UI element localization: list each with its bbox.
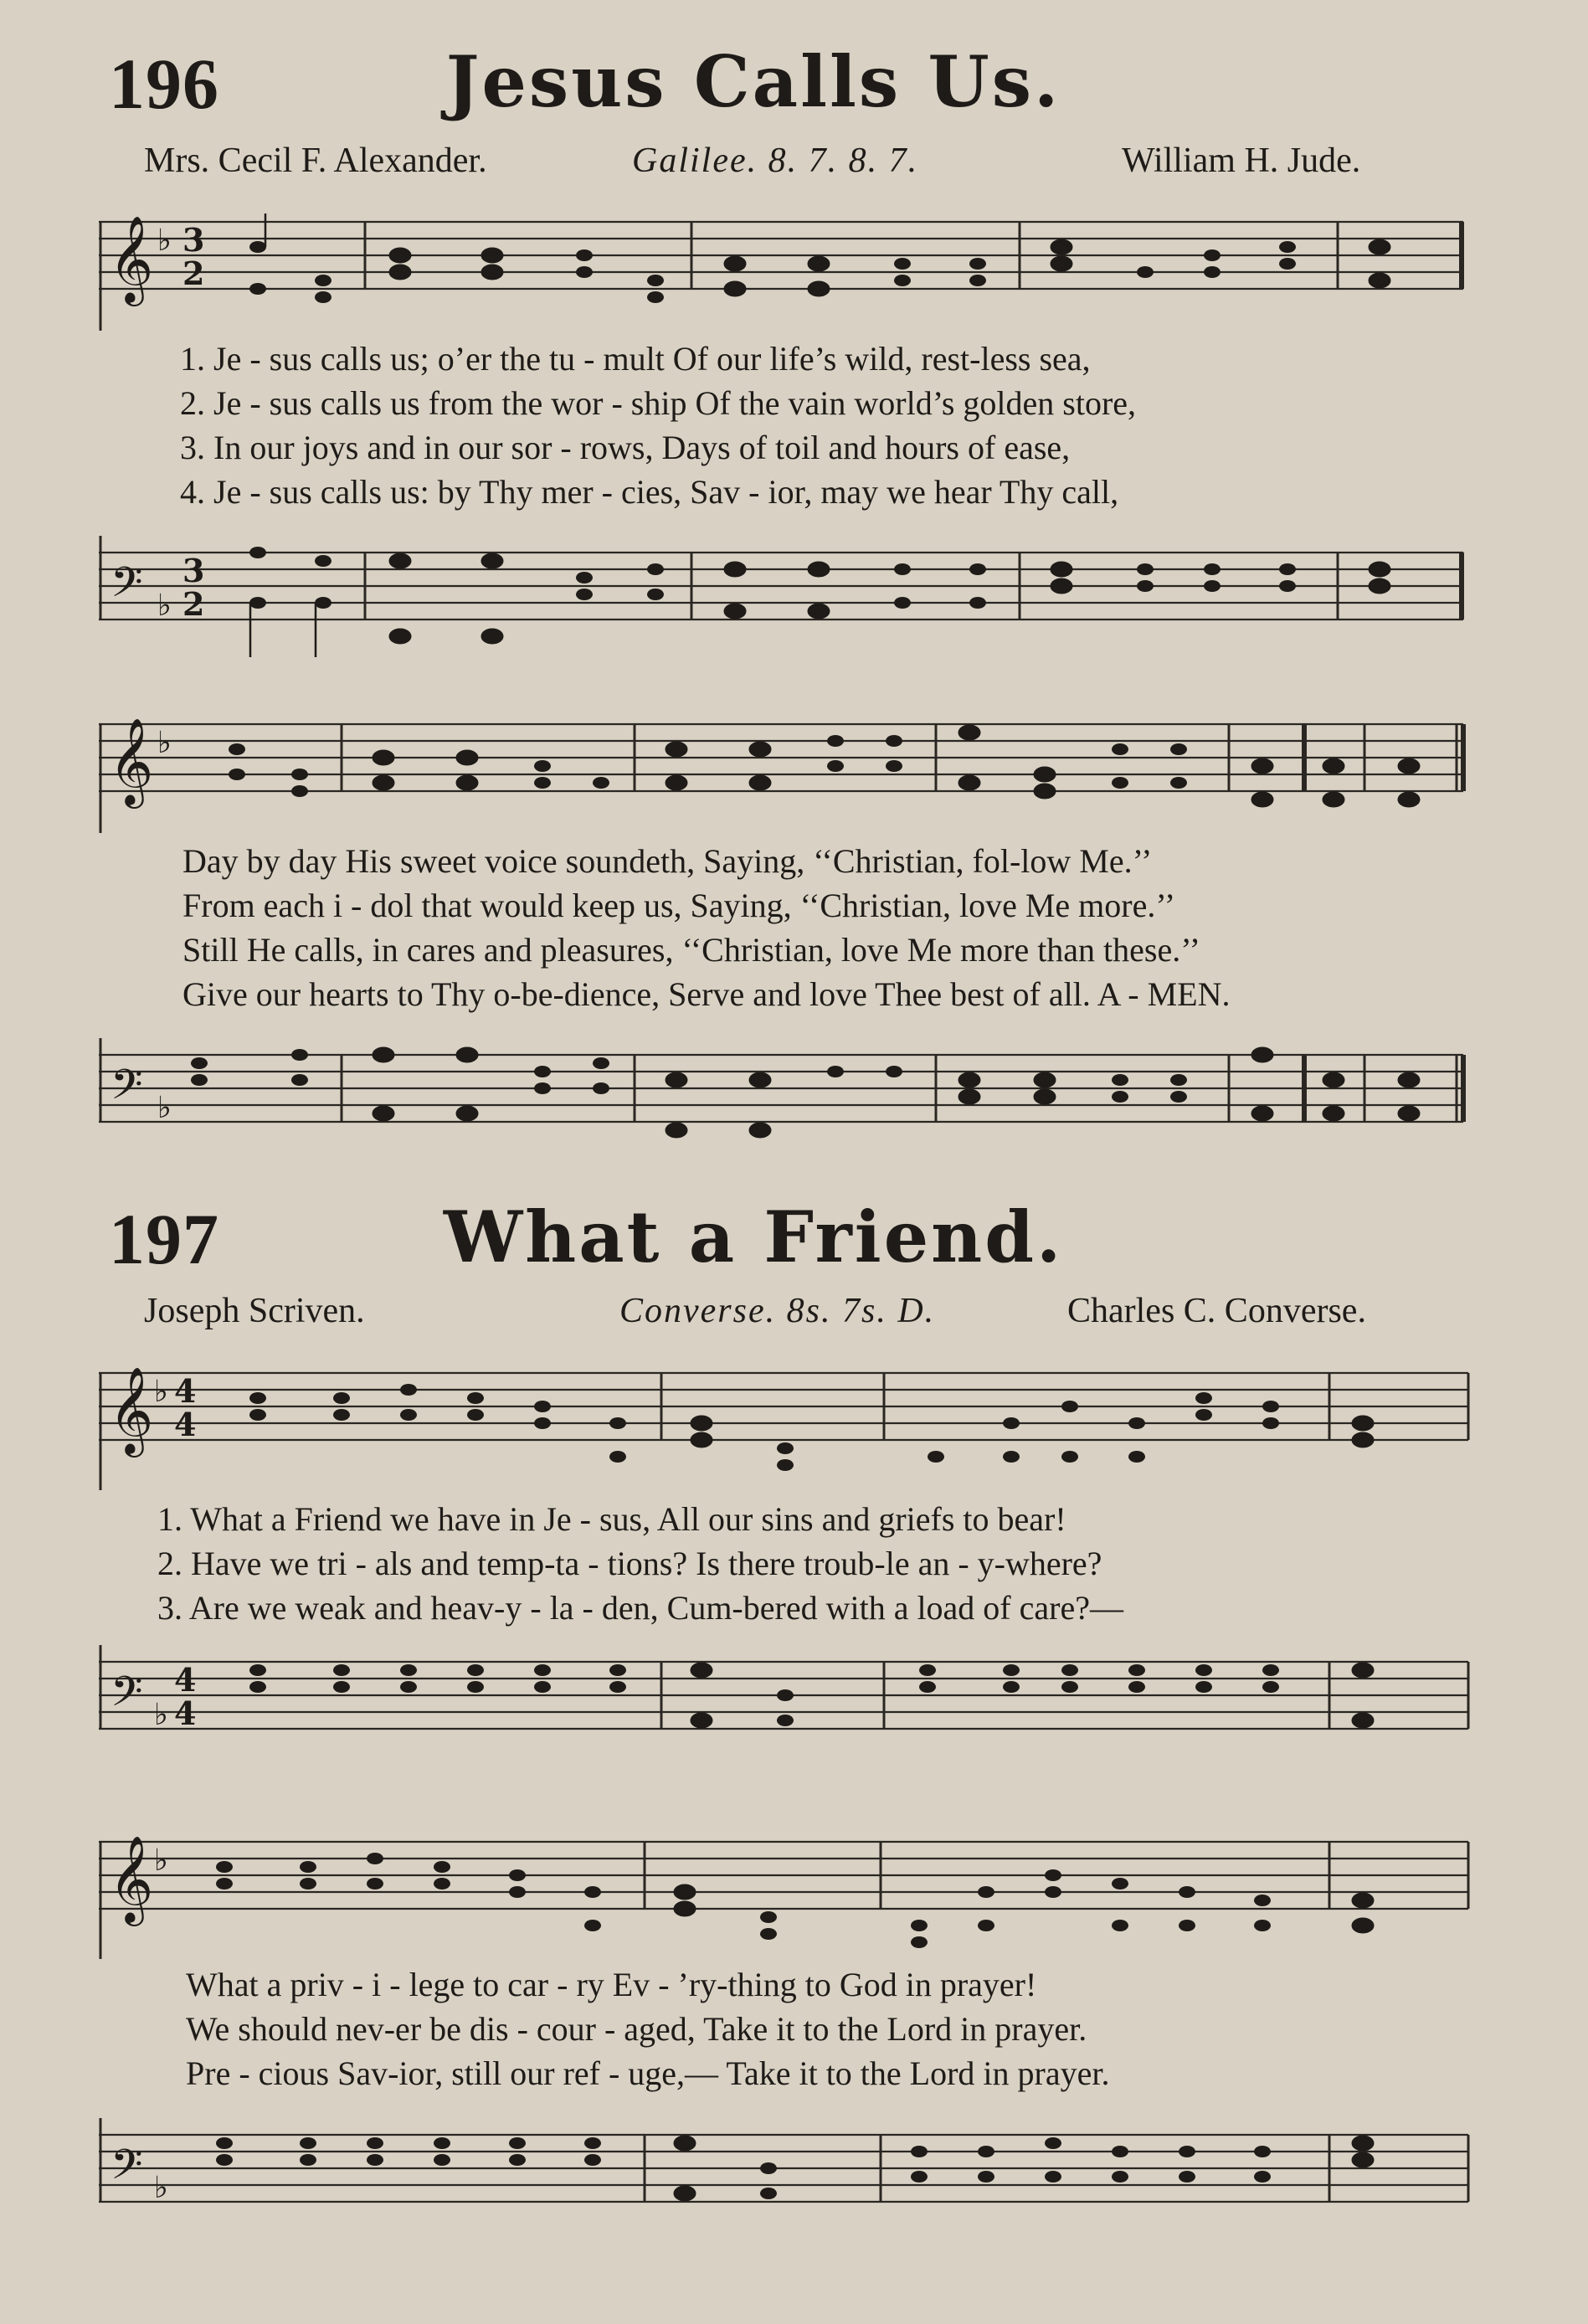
verse-lines (182, 839, 1231, 1016)
svg-text:♭: ♭ (154, 1697, 168, 1732)
verse-line: 1. Je - sus calls us; o’er the tu - mult Of our life’s wild, rest-less sea, (180, 340, 1091, 378)
svg-text:4: 4 (174, 1372, 197, 1410)
verse-lines (157, 1497, 1123, 1630)
verse-line: 2. Je - sus calls us from the wor - ship Of the vain world’s golden store, (180, 384, 1137, 422)
svg-text:♭: ♭ (154, 1374, 168, 1409)
verse-line: 4. Je - sus calls us: by Thy mer - cies, Sav - ior, may we hear Thy call, (180, 473, 1119, 511)
verse-line: 3. In our joys and in our sor - rows, Days of toil and hours of ease, (180, 429, 1071, 466)
treble-staff (99, 213, 1472, 331)
composer-credit: William H. Jude. (1122, 141, 1361, 180)
hymn-title: What a Friend. (443, 1195, 1064, 1278)
tune-meter: Galilee. 8. 7. 8. 7. (632, 141, 919, 180)
hymn-number: 197 (109, 1199, 219, 1279)
treble-staff (99, 1365, 1472, 1490)
verse-line: Day by day His sweet voice soundeth, Saying, ‘‘Christian, fol-low Me.’’ (182, 842, 1153, 880)
staff-lines (99, 222, 1463, 289)
verse-line: 2. Have we tri - als and temp-ta - tions? Is there troub-le an - y-where? (157, 1545, 1102, 1582)
verse-line: Pre - cious Sav-ior, still our ref - uge,— Take it to the Lord in prayer. (186, 2054, 1110, 2092)
bass-clef-icon: 𝄢 (110, 1668, 143, 1726)
svg-text:4: 4 (174, 1694, 197, 1732)
verse-lines (180, 337, 1136, 514)
bass-staff (99, 1645, 1472, 1779)
bass-staff (99, 536, 1472, 670)
svg-text:4: 4 (174, 1661, 197, 1699)
svg-text:3: 3 (182, 552, 205, 589)
svg-text:3: 3 (182, 221, 205, 259)
svg-text:2: 2 (182, 255, 205, 292)
hymn-number: 196 (109, 44, 219, 124)
verse-line: Give our hearts to Thy o-be-dience, Serve and love Thee best of all. A - MEN. (182, 975, 1231, 1013)
bass-clef-icon: 𝄢 (110, 558, 143, 617)
svg-text:♭: ♭ (157, 588, 172, 623)
bass-clef-icon: 𝄢 (110, 1061, 143, 1119)
bass-staff (99, 2118, 1472, 2252)
svg-text:♭: ♭ (157, 725, 172, 760)
svg-text:4: 4 (174, 1406, 197, 1443)
verse-line: From each i - dol that would keep us, Saying, ‘‘Christian, love Me more.’’ (182, 887, 1176, 924)
treble-clef-icon: 𝄞 (109, 1835, 154, 1923)
tune-meter: Converse. 8s. 7s. D. (619, 1292, 936, 1330)
treble-staff (99, 716, 1472, 833)
verse-lines (186, 1962, 1109, 2095)
svg-text:2: 2 (182, 585, 205, 623)
composer-credit: Charles C. Converse. (1067, 1292, 1366, 1330)
author-credit: Mrs. Cecil F. Alexander. (144, 141, 487, 180)
hymn-title: Jesus Calls Us. (445, 40, 1061, 123)
bass-clef-icon: 𝄢 (110, 2141, 143, 2199)
verse-line: 3. Are we weak and heav-y - la - den, Cum-bered with a load of care?— (157, 1589, 1123, 1627)
author-credit: Joseph Scriven. (144, 1292, 365, 1330)
treble-clef-icon: 𝄞 (109, 215, 154, 303)
svg-text:♭: ♭ (154, 1843, 168, 1878)
svg-text:♭: ♭ (157, 1090, 172, 1125)
bass-staff (99, 1038, 1472, 1172)
svg-text:♭: ♭ (154, 2170, 168, 2205)
svg-text:♭: ♭ (157, 223, 172, 258)
verse-line: Still He calls, in cares and pleasures, ‘‘Christian, love Me more than these.’’ (182, 931, 1200, 969)
verse-line: What a priv - i - lege to car - ry Ev - ’ry-thing to God in prayer! (186, 1966, 1037, 2003)
treble-staff (99, 1833, 1472, 1959)
verse-line: 1. What a Friend we have in Je - sus, All our sins and griefs to bear! (157, 1500, 1066, 1538)
verse-line: We should nev-er be dis - cour - aged, Take it to the Lord in prayer. (186, 2010, 1087, 2048)
treble-clef-icon: 𝄞 (109, 717, 154, 805)
treble-clef-icon: 𝄞 (109, 1366, 154, 1454)
